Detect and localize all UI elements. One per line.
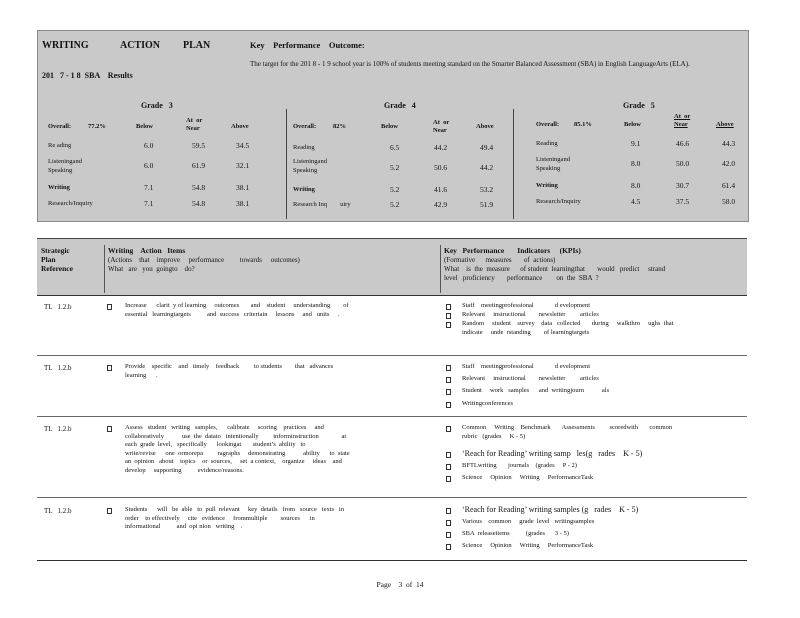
row-reference: TL 1.2.b [44,364,72,372]
overall-value: 85.1% [574,121,592,128]
action-item: Students will be able to pull relevant key details from source texts in order to effectively cite evidence frommultiple sources in informational and opi nion writing . [125,506,344,530]
checkbox-bullet-icon [446,520,451,526]
col-below: Below [624,121,641,128]
value-below: 4.5 [631,197,641,206]
title-plan: PLAN [183,40,211,51]
kpi-item: Writingconferences [462,400,513,407]
header-divider [440,245,441,293]
row-reference: TL 1.2.b [44,507,72,515]
overall-label: Overall: [536,121,560,128]
value-above: 44.3 [722,139,736,148]
overall-label: Overall: [48,123,72,130]
value-above: 38.1 [236,199,250,208]
kpi-item: BFTLwriting journals (grades P - 2) [462,462,577,469]
checkbox-bullet-icon [446,313,451,319]
title-writing: WRITING [42,40,89,51]
overall-value: 77.2% [88,123,106,130]
row-label: Reading [536,140,558,147]
checkbox-bullet-icon [446,365,451,371]
value-near: 41.6 [434,185,448,194]
row-divider [37,416,747,417]
value-near: 42.9 [434,200,448,209]
grade-divider [286,109,287,219]
kpi-header: Key Performance Indicators (KPIs) [444,246,581,255]
row-label: Listeningand Speaking [48,158,82,174]
grade-3-heading: Grade 3 [141,101,173,110]
checkbox-bullet-icon [446,476,451,482]
col-above: Above [231,123,249,130]
col-below: Below [381,123,398,130]
value-below: 5.2 [390,163,400,172]
checkbox-bullet-icon [446,377,451,383]
value-above: 49.4 [480,143,494,152]
value-near: 59.5 [192,141,206,150]
results-summary-panel [37,30,749,222]
value-below: 6.5 [390,143,400,152]
checkbox-bullet-icon [446,544,451,550]
grade-5-heading: Grade 5 [623,101,655,110]
value-below: 8.0 [631,181,641,190]
checkbox-bullet-icon [107,508,112,514]
kpi-item: Staff meetingprofessional d evelopment [462,363,591,370]
kpi-item: Random student survey data collected during walkthro ughs that indicate unde rstanding of learningtargets [462,320,674,336]
checkbox-bullet-icon [446,426,451,432]
value-below: 7.1 [144,183,154,192]
row-label: Writing [48,184,70,191]
value-above: 42.0 [722,159,736,168]
row-reference: TL 1.2.b [44,425,72,433]
overall-label: Overall: [293,123,317,130]
writing-action-items-subheader: (Actions that improve performance towards outcomes) What are you goingto do? [108,256,300,273]
action-item: Assess student writing samples, calibrate scoring practices and collaboratively use the datato intentionally informinstruction at each grade level, specifically lookingat student’s ability to write/revise one ormorepa ragraphs demonstrating ability to state an opinion about topics or sources, set a context, organize ideas and develop supporting evidence/reasons. [125,424,350,474]
col-below: Below [136,123,153,130]
row-divider [37,497,747,498]
value-above: 58.0 [722,197,736,206]
value-near: 46.6 [676,139,690,148]
kpi-item: Science Opinion Writing PerformanceTask [462,542,594,549]
row-label: Writing [293,186,315,193]
checkbox-bullet-icon [107,426,112,432]
value-near: 37.5 [676,197,690,206]
kpi-item: Relevant instructional newsletter articles [462,375,599,382]
kpi-item: Student work samples and writingjourn als [462,387,610,394]
kpi-item: Science Opinion Writing PerformanceTask [462,474,594,481]
value-above: 44.2 [480,163,494,172]
row-label: Research/Inquiry [536,198,581,205]
kpi-item: Common Writing Benchmark Assessments scoredwith common rubric (grades K - 5) [462,424,673,440]
row-label: Re ading [48,142,72,149]
kpi-item: Relevant instructional newsletter articles [462,311,599,318]
value-above: 51.9 [480,200,494,209]
row-label: Listeningand Speaking [293,158,327,174]
kpi-item: Various common grade level writingsamples [462,518,595,525]
row-reference: TL 1.2.b [44,303,72,311]
checkbox-bullet-icon [446,452,451,458]
checkbox-bullet-icon [107,304,112,310]
col-above: Above [716,121,734,128]
value-near: 44.2 [434,143,448,152]
checkbox-bullet-icon [446,532,451,538]
kpi-item: ‘Reach for Reading’ writing samples (g rades K - 5) [462,505,639,514]
checkbox-bullet-icon [446,402,451,408]
row-label: Listeningand Speaking [536,156,570,172]
row-label: Reading [293,144,315,151]
checkbox-bullet-icon [446,464,451,470]
grade-divider [513,109,514,219]
col-near: At or Near [433,119,450,134]
value-near: 50.6 [434,163,448,172]
checkbox-bullet-icon [446,389,451,395]
value-above: 38.1 [236,183,250,192]
writing-action-items-header: Writing Action Items [108,246,186,255]
value-below: 7.1 [144,199,154,208]
header-divider [104,245,105,293]
title-action: ACTION [120,40,161,51]
sba-results-label: 201 7 - 1 8 SBA Results [42,71,133,80]
table-bottom-border [37,560,747,561]
value-below: 9.1 [631,139,641,148]
checkbox-bullet-icon [446,304,451,310]
target-statement: The target for the 201 8 - 1 9 school year is 100% of students meeting standard on the Smarter Balanced Assessment (SBA) in English LanguageArts (ELA). [250,60,690,68]
value-above: 53.2 [480,185,494,194]
value-below: 5.2 [390,200,400,209]
key-performance-outcome-label: Key Performance Outcome: [250,40,365,50]
checkbox-bullet-icon [446,508,451,514]
checkbox-bullet-icon [107,365,112,371]
kpi-item: Staff meetingprofessional d evelopment [462,302,591,309]
value-near: 50.0 [676,159,690,168]
checkbox-bullet-icon [446,322,451,328]
value-below: 6.0 [144,141,154,150]
row-divider [37,295,747,296]
value-near: 54.8 [192,199,206,208]
value-below: 8.0 [631,159,641,168]
col-above: Above [476,123,494,130]
value-below: 5.2 [390,185,400,194]
value-above: 61.4 [722,181,736,190]
row-label: Research/Inquiry [48,200,93,207]
row-label: Writing [536,182,558,189]
kpi-item: ‘Reach for Reading’ writing samp les(g rades K - 5) [462,449,643,458]
action-item: Provide specific and timely feedback to students that advances learning . [125,363,334,379]
row-divider [37,355,747,356]
col-near: At or Near [674,113,691,128]
strategic-plan-reference-header: Strategic Plan Reference [41,246,73,273]
value-above: 34.5 [236,141,250,150]
action-item: Increase clarit y of learning outcomes and student understanding of essential learningtargets and success criteriain lessons and units . [125,302,349,318]
value-below: 6.0 [144,161,154,170]
overall-value: 82% [333,123,346,130]
grade-4-heading: Grade 4 [384,101,416,110]
col-near: At or Near [186,117,203,132]
kpi-item: SBA releaseitems (grades 3 - 5) [462,530,569,537]
kpi-subheader: (Formative measures of actions) What is the measure of student learningthat would predict strand level proficiency performance on the SBA ? [444,256,666,282]
value-near: 30.7 [676,181,690,190]
page-number: Page 3 of 14 [376,580,424,589]
value-near: 61.9 [192,161,206,170]
value-above: 32.1 [236,161,250,170]
value-near: 54.8 [192,183,206,192]
row-label: Research Inq uiry [293,201,351,208]
